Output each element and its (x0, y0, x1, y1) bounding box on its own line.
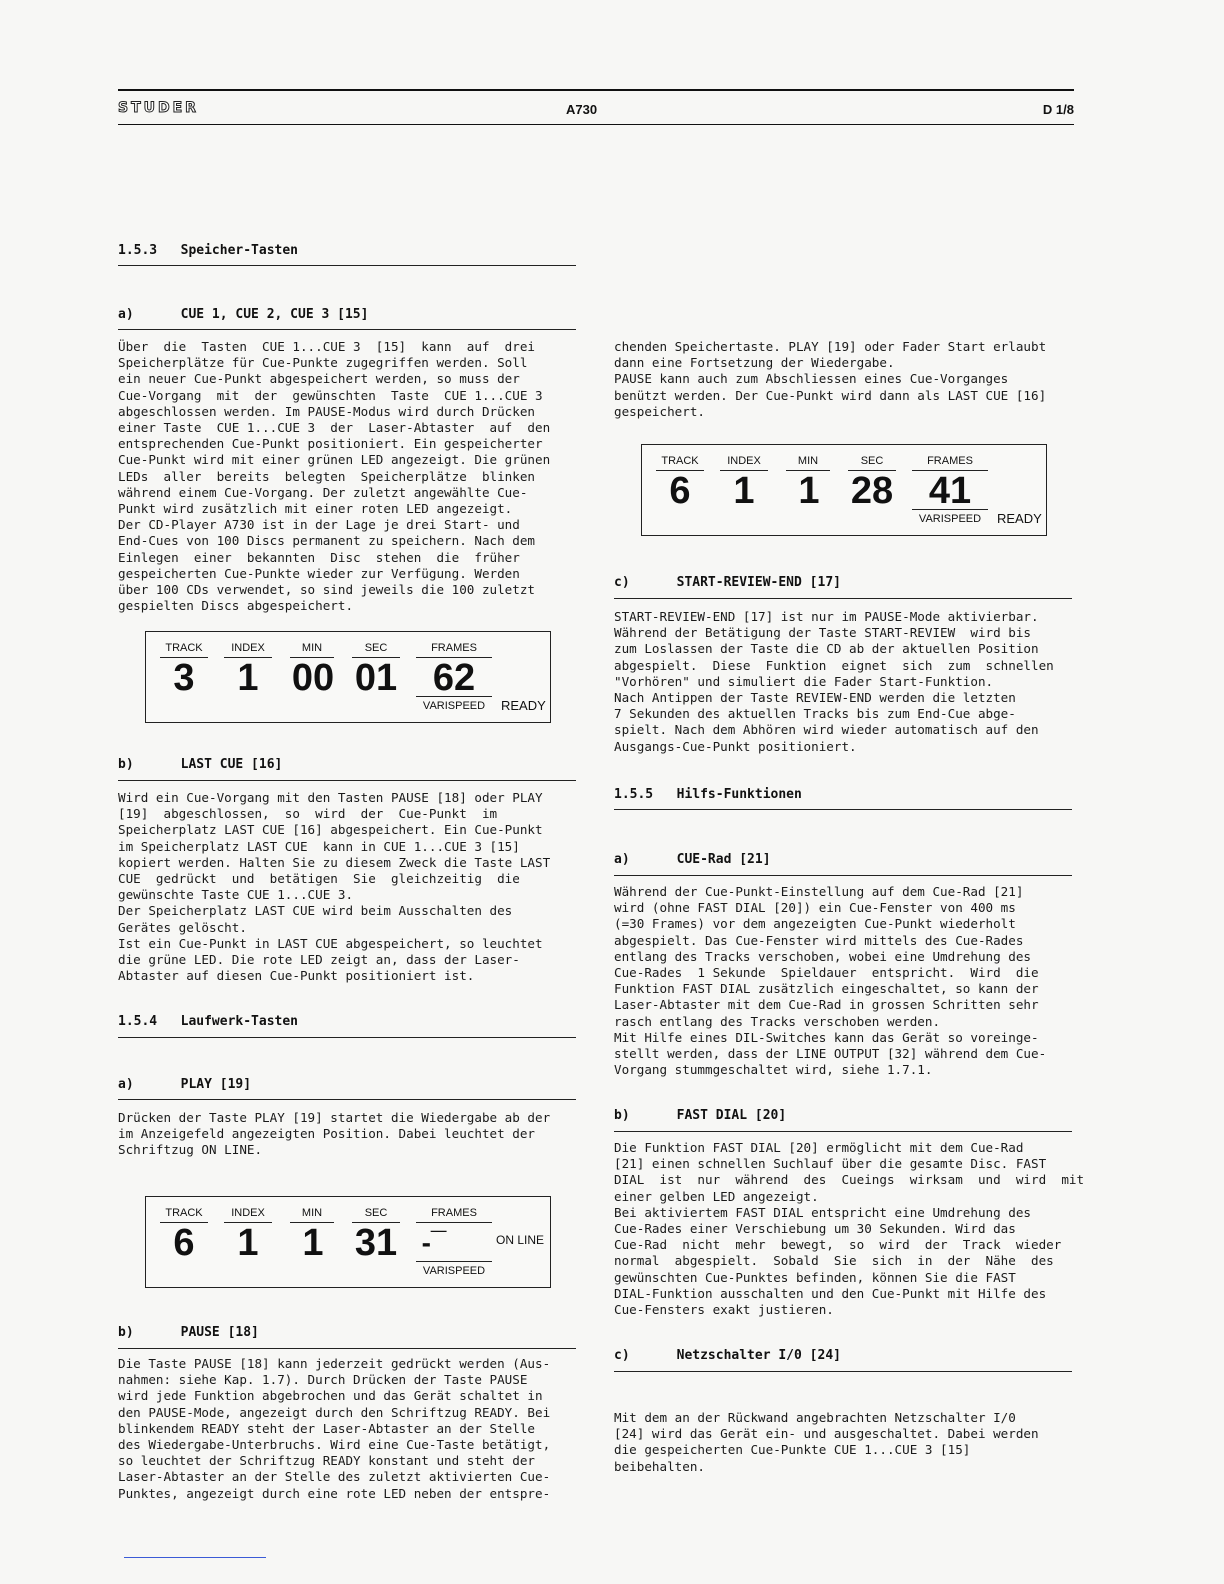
varispeed-rule (416, 1261, 492, 1262)
track-label: TRACK (661, 455, 699, 467)
subheading-start-review-end: c) START-REVIEW-END [17] (614, 575, 841, 590)
min-value: 1 (302, 1222, 324, 1264)
ready-indicator: READY (997, 511, 1042, 526)
subheading-rule (614, 875, 1072, 876)
subheading-rule (118, 1099, 576, 1100)
track-value: 3 (173, 657, 195, 699)
track-label: TRACK (165, 642, 203, 654)
subheading-fast-dial: b) FAST DIAL [20] (614, 1108, 787, 1123)
subheading-cue-rad: a) CUE-Rad [21] (614, 852, 771, 867)
index-label: INDEX (231, 642, 265, 654)
paragraph-cue-rad: Während der Cue-Punkt-Einstellung auf dem Cue-Rad [21] wird (ohne FAST DIAL [20]) ein Cue-Fenster von 400 ms (=30 Frames) vor dem angezeigten Cue-Punkt wiederholt abgespielt. Das Cue-Fenster wird mittels des Cue-Rades entlang des Tracks verschoben, wobei eine Umdrehung des Cue-Rades 1 Sekunde Spieldauer entspricht. Wird die Funktion FAST DIAL zusätzlich eingeschaltet, so kann der Laser-Abtaster mit dem Cue-Rad in grossen Schritten sehr rasch entlang des Tracks verschoben werden. Mit Hilfe eines DIL-Switches kann das Gerät so voreinge- stellt werden, dass der LINE OUTPUT [32] während dem Cue- Vorgang stummgeschaltet wird, siehe 1.7.1. (614, 884, 1047, 1078)
section-heading-1-5-5: 1.5.5 Hilfs-Funktionen (614, 787, 802, 802)
sec-value: 01 (354, 657, 398, 699)
frames-label: FRAMES (927, 455, 973, 467)
sec-label: SEC (364, 1207, 388, 1219)
min-label: MIN (301, 1207, 323, 1219)
subheading-last-cue: b) LAST CUE [16] (118, 757, 283, 772)
frames-value: 62 (432, 657, 476, 699)
subheading-rule (118, 1348, 576, 1349)
index-value: 1 (237, 1222, 259, 1264)
varispeed-label: VARISPEED (918, 513, 982, 525)
varispeed-label: VARISPEED (422, 700, 486, 712)
sec-label: SEC (364, 642, 388, 654)
varispeed-rule (416, 696, 492, 697)
frames-label: FRAMES (431, 642, 477, 654)
subheading-cue-keys: a) CUE 1, CUE 2, CUE 3 [15] (118, 307, 369, 322)
track-value: 6 (669, 470, 691, 512)
min-value: 1 (798, 470, 820, 512)
display-panel-online (145, 1196, 551, 1288)
frames-value: -¯ (421, 1227, 447, 1258)
paragraph-pause-continued: chenden Speichertaste. PLAY [19] oder Fader Start erlaubt dann eine Fortsetzung der Wiedergabe. PAUSE kann auch zum Abschliessen eines Cue-Vorganges benützt werden. Der Cue-Punkt wird dann als LAST CUE [16] gespeichert. (614, 339, 1047, 419)
varispeed-label: VARISPEED (422, 1265, 486, 1277)
min-value: 00 (291, 657, 335, 699)
ready-indicator: READY (501, 698, 546, 713)
paragraph-fast-dial: Die Funktion FAST DIAL [20] ermöglicht mit dem Cue-Rad [21] einen schnellen Suchlauf über die gesamte Disc. FAST DIAL ist nur während des Cueings wirksam und wird mit einer gelben LED angezeigt. Bei aktiviertem FAST DIAL entspricht eine Umdrehung des Cue-Rades einer Verschiebung um 30 Sekunden. Wird das Cue-Rad nicht mehr bewegt, so wird der Track wieder normal abgespielt. Sobald Sie sich in der Nähe des gewünschten Cue-Punktes befinden, können Sie die FAST DIAL-Funktion ausschalten und den Cue-Punkt mit Hilfe des Cue-Fensters exakt justieren. (614, 1140, 1085, 1318)
subheading-pause: b) PAUSE [18] (118, 1325, 259, 1340)
sec-label: SEC (860, 455, 884, 467)
subheading-rule (118, 329, 576, 330)
min-label: MIN (797, 455, 819, 467)
index-value: 1 (237, 657, 259, 699)
paragraph-cue-keys: Über die Tasten CUE 1...CUE 3 [15] kann auf drei Speicherplätze für Cue-Punkte zugegriffen werden. Soll ein neuer Cue-Punkt abgespeichert werden, so muss der Cue-Vorgang mit der gewünschten Taste CUE 1...CUE 3 abgeschlossen werden. Im PAUSE-Modus wird durch Drücken einer Taste CUE 1...CUE 3 der Laser-Abtaster auf den entsprechenden Cue-Punkt positioniert. Ein gespeicherter Cue-Punkt wird mit einer grünen LED angezeigt. Die grünen LEDs aller bereits belegten Speicherplätze blinken während einem Cue-Vorgang. Der zuletzt angewählte Cue- Punkt wird zusätzlich mit einer roten LED angezeigt. Der CD-Player A730 ist in der Lage je drei Start- und End-Cues von 100 Discs permanent zu speichern. Nach dem Einlegen einer bekannten Disc stehen die früher gespeicherten Cue-Punkte wieder zur Verfügung. Werden über 100 CDs verwendet, so sind jeweils die 100 zuletzt gespielten Discs abgespeichert. (118, 339, 551, 614)
subheading-rule (614, 1131, 1072, 1132)
paragraph-start-review-end: START-REVIEW-END [17] ist nur im PAUSE-Mode aktivierbar. Während der Betätigung der Taste START-REVIEW wird bis zum Loslassen der Taste die CD ab der aktuellen Position abgespielt. Diese Funktion eignet sich zum schnellen "Vorhören" und simuliert die Fader Start-Funktion. Nach Antippen der Taste REVIEW-END werden die letzten 7 Sekunden des aktuellen Tracks bis zum End-Cue abge- spielt. Nach dem Abhören wird wieder automatisch auf den Ausgangs-Cue-Punkt positioniert. (614, 609, 1054, 754)
display-panel-ready (145, 631, 551, 723)
index-value: 1 (733, 470, 755, 512)
frames-label: FRAMES (431, 1207, 477, 1219)
section-rule (614, 809, 1072, 810)
header-top-rule (118, 89, 1074, 91)
section-rule (118, 265, 576, 266)
section-rule (118, 1037, 576, 1038)
index-label: INDEX (727, 455, 761, 467)
section-heading-1-5-3: 1.5.3 Speicher-Tasten (118, 243, 299, 258)
track-value: 6 (173, 1222, 195, 1264)
paragraph-pause: Die Taste PAUSE [18] kann jederzeit gedrückt werden (Aus- nahmen: siehe Kap. 1.7). Durch Drücken der Taste PAUSE wird jede Funktion abgebrochen und das Gerät schaltet in den PAUSE-Mode, angezeigt durch den Schriftzug READY. Bei blinkendem READY steht der Laser-Abtaster an der Stelle des Wiedergabe-Unterbruchs. Wird eine Cue-Taste betätigt, so leuchtet der Schriftzug READY konstant und steht der Laser-Abtaster an der Stelle des zuletzt aktivierten Cue- Punktes, angezeigt durch eine rote LED neben der entspre- (118, 1356, 551, 1501)
paragraph-play: Drücken der Taste PLAY [19] startet die Wiedergabe ab der im Anzeigefeld angezeigten Position. Dabei leuchtet der Schriftzug ON LINE. (118, 1110, 551, 1158)
subheading-play: a) PLAY [19] (118, 1077, 252, 1092)
online-indicator: ON LINE (496, 1233, 545, 1247)
index-label: INDEX (231, 1207, 265, 1219)
min-label: MIN (301, 642, 323, 654)
subheading-netzschalter: c) Netzschalter I/0 [24] (614, 1348, 841, 1363)
paragraph-last-cue: Wird ein Cue-Vorgang mit den Tasten PAUSE [18] oder PLAY [19] abgeschlossen, so wird der Cue-Punkt im Speicherplatz LAST CUE [16] abgespeichert. Ein Cue-Punkt im Speicherplatz LAST CUE kann in CUE 1...CUE 3 [15] kopiert werden. Halten Sie zu diesem Zweck die Taste LAST CUE gedrückt und betätigen Sie gleichzeitig die gewünschte Taste CUE 1...CUE 3. Der Speicherplatz LAST CUE wird beim Ausschalten des Gerätes gelöscht. Ist ein Cue-Punkt in LAST CUE abgespeichert, so leuchtet die grüne LED. Die rote LED zeigt an, dass der Laser- Abtaster auf diesen Cue-Punkt positioniert ist. (118, 790, 551, 984)
footer-rule (124, 1557, 266, 1558)
brand-logo: STUDER (118, 100, 199, 116)
varispeed-rule (912, 509, 988, 510)
track-label: TRACK (165, 1207, 203, 1219)
sec-value: 28 (850, 470, 894, 512)
model-title: A730 (566, 102, 598, 117)
section-heading-1-5-4: 1.5.4 Laufwerk-Tasten (118, 1014, 299, 1029)
header-bottom-rule (118, 124, 1074, 125)
subheading-rule (614, 1371, 1072, 1372)
display-panel-ready-2 (641, 444, 1047, 536)
paragraph-netzschalter: Mit dem an der Rückwand angebrachten Netzschalter I/0 [24] wird das Gerät ein- und ausgeschaltet. Dabei werden die gespeicherten Cue-Punkte CUE 1...CUE 3 [15] beibehalten. (614, 1410, 1039, 1474)
page-number: D 1/8 (1042, 102, 1074, 117)
subheading-rule (118, 780, 576, 781)
sec-value: 31 (354, 1222, 398, 1264)
frames-value: 41 (928, 470, 972, 512)
subheading-rule (614, 598, 1072, 599)
